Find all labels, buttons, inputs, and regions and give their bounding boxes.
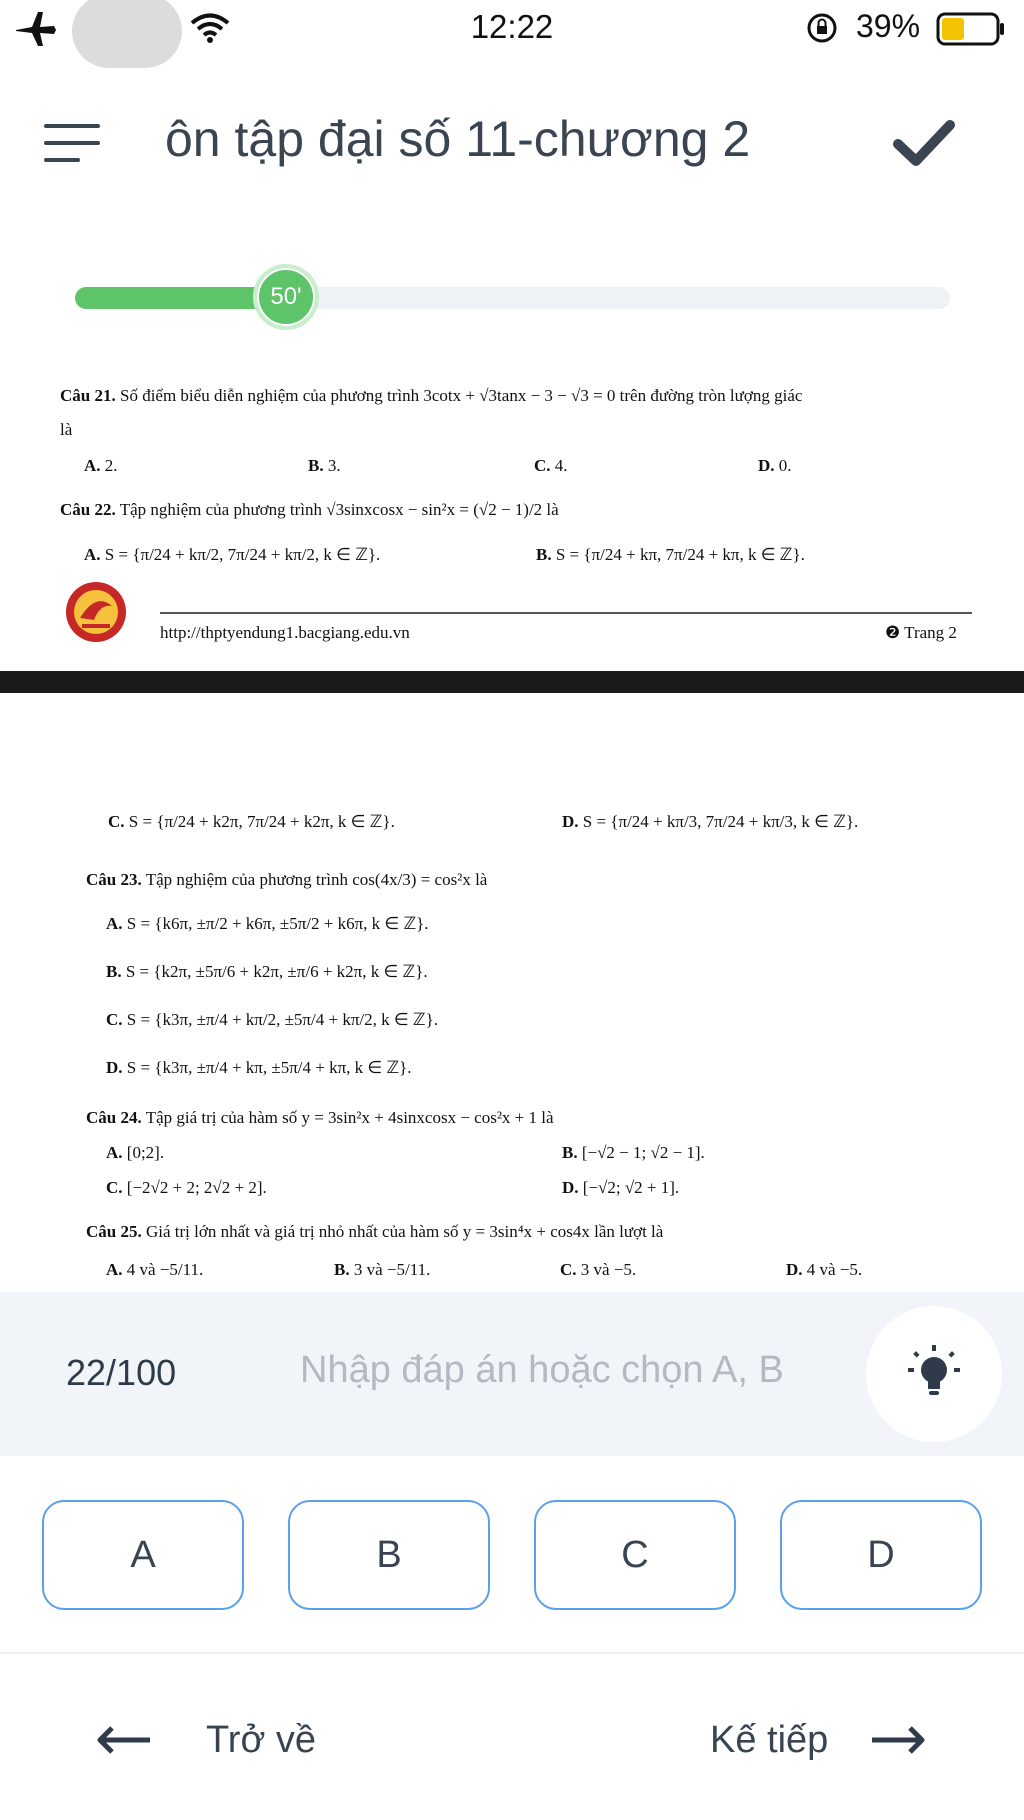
q21-option-c: C. 4. bbox=[534, 456, 568, 475]
q25-option-a: A. 4 và −5/11. bbox=[106, 1260, 204, 1279]
q25-option-c: C. 3 và −5. bbox=[560, 1260, 637, 1279]
choice-b-button[interactable]: B bbox=[288, 1500, 490, 1610]
hint-button[interactable] bbox=[866, 1306, 1002, 1442]
q23-line: Câu 23. Tập nghiệm của phương trình cos(4x/3) = cos²x là bbox=[86, 870, 488, 889]
q23-text: Tập nghiệm của phương trình cos(4x/3) = cos²x là bbox=[145, 870, 488, 889]
back-button[interactable] bbox=[96, 1710, 316, 1770]
next-label: Kế tiếp bbox=[710, 1718, 829, 1761]
q24-text: Tập giá trị của hàm số y = 3sin²x + 4sinxcosx − cos²x + 1 là bbox=[145, 1108, 554, 1127]
q21-text-cont: là bbox=[60, 420, 73, 439]
status-bar bbox=[0, 0, 1024, 60]
q21-text: Số điểm biểu diễn nghiệm của phương trình 3cotx + √3tanx − 3 − √3 = 0 trên đường tròn lượng giác bbox=[119, 386, 803, 405]
q22-option-c: C. S = {π/24 + k2π, 7π/24 + k2π, k ∈ ℤ}. bbox=[108, 812, 395, 831]
check-icon[interactable] bbox=[892, 118, 956, 168]
nav-separator bbox=[0, 1652, 1024, 1654]
status-time: 12:22 bbox=[470, 8, 554, 45]
q25-line: Câu 25. Giá trị lớn nhất và giá trị nhỏ nhất của hàm số y = 3sin⁴x + cos4x lần lượt là bbox=[86, 1222, 664, 1241]
q21-option-d: D. 0. bbox=[758, 456, 792, 475]
q25-option-b: B. 3 và −5/11. bbox=[334, 1260, 431, 1279]
q24-option-a: A. [0;2]. bbox=[106, 1143, 165, 1162]
school-logo bbox=[64, 580, 128, 644]
lightbulb-icon bbox=[906, 1344, 962, 1404]
rotation-lock-icon bbox=[806, 12, 838, 44]
battery-icon bbox=[936, 12, 1006, 46]
q21-option-b: B. 3. bbox=[308, 456, 341, 475]
q22-line: Câu 22. Tập nghiệm của phương trình √3sinxcosx − sin²x = (√2 − 1)/2 là bbox=[60, 500, 559, 519]
next-button[interactable] bbox=[710, 1710, 926, 1770]
menu-icon[interactable] bbox=[44, 122, 100, 164]
timer-badge bbox=[253, 264, 319, 330]
arrow-left-icon bbox=[96, 1725, 152, 1755]
q21-option-a: A. 2. bbox=[84, 456, 118, 475]
page-footer-rule bbox=[160, 612, 972, 614]
q23-option-d: D. S = {k3π, ±π/4 + kπ, ±5π/4 + kπ, k ∈ ℤ}. bbox=[106, 1058, 412, 1077]
q21-line: Câu 21. Số điểm biểu diễn nghiệm của phương trình 3cotx + √3tanx − 3 − √3 = 0 trên đường tròn lượng giác bbox=[60, 386, 803, 405]
page-url: http://thptyendung1.bacgiang.edu.vn bbox=[160, 623, 410, 642]
choice-c-button[interactable]: C bbox=[534, 1500, 736, 1610]
q23-option-b: B. S = {k2π, ±5π/6 + k2π, ±π/6 + k2π, k ∈ ℤ}. bbox=[106, 962, 428, 981]
q22-option-d: D. S = {π/24 + kπ/3, 7π/24 + kπ/3, k ∈ ℤ}. bbox=[562, 812, 859, 831]
page-number: ❷ Trang 2 bbox=[885, 623, 957, 642]
q23-option-c: C. S = {k3π, ±π/4 + kπ/2, ±5π/4 + kπ/2, k ∈ ℤ}. bbox=[106, 1010, 439, 1029]
q25-option-d: D. 4 và −5. bbox=[786, 1260, 863, 1279]
q25-text: Giá trị lớn nhất và giá trị nhỏ nhất của hàm số y = 3sin⁴x + cos4x lần lượt là bbox=[145, 1222, 664, 1241]
q24-line: Câu 24. Tập giá trị của hàm số y = 3sin²x + 4sinxcosx − cos²x + 1 là bbox=[86, 1108, 554, 1127]
answer-input[interactable] bbox=[300, 1340, 820, 1400]
question-progress: 22/100 bbox=[66, 1352, 177, 1393]
choice-a-button[interactable]: A bbox=[42, 1500, 244, 1610]
page-title: ôn tập đại số 11-chương 2 bbox=[165, 111, 751, 167]
q24-option-b: B. [−√2 − 1; √2 − 1]. bbox=[562, 1143, 705, 1162]
q24-option-d: D. [−√2; √2 + 1]. bbox=[562, 1178, 680, 1197]
q22-text: Tập nghiệm của phương trình √3sinxcosx − sin²x = (√2 − 1)/2 là bbox=[119, 500, 559, 519]
q22-option-a: A. S = {π/24 + kπ/2, 7π/24 + kπ/2, k ∈ ℤ}. bbox=[84, 545, 381, 564]
battery-percent: 39% bbox=[856, 8, 921, 44]
page-divider bbox=[0, 671, 1024, 693]
q23-option-a: A. S = {k6π, ±π/2 + k6π, ±5π/2 + k6π, k ∈ ℤ}. bbox=[106, 914, 429, 933]
arrow-right-icon bbox=[870, 1725, 926, 1755]
choice-d-button[interactable]: D bbox=[780, 1500, 982, 1610]
q24-option-c: C. [−2√2 + 2; 2√2 + 2]. bbox=[106, 1178, 267, 1197]
q22-option-b: B. S = {π/24 + kπ, 7π/24 + kπ, k ∈ ℤ}. bbox=[536, 545, 805, 564]
timer-label: 50' bbox=[257, 268, 315, 326]
back-label: Trở về bbox=[206, 1718, 317, 1761]
